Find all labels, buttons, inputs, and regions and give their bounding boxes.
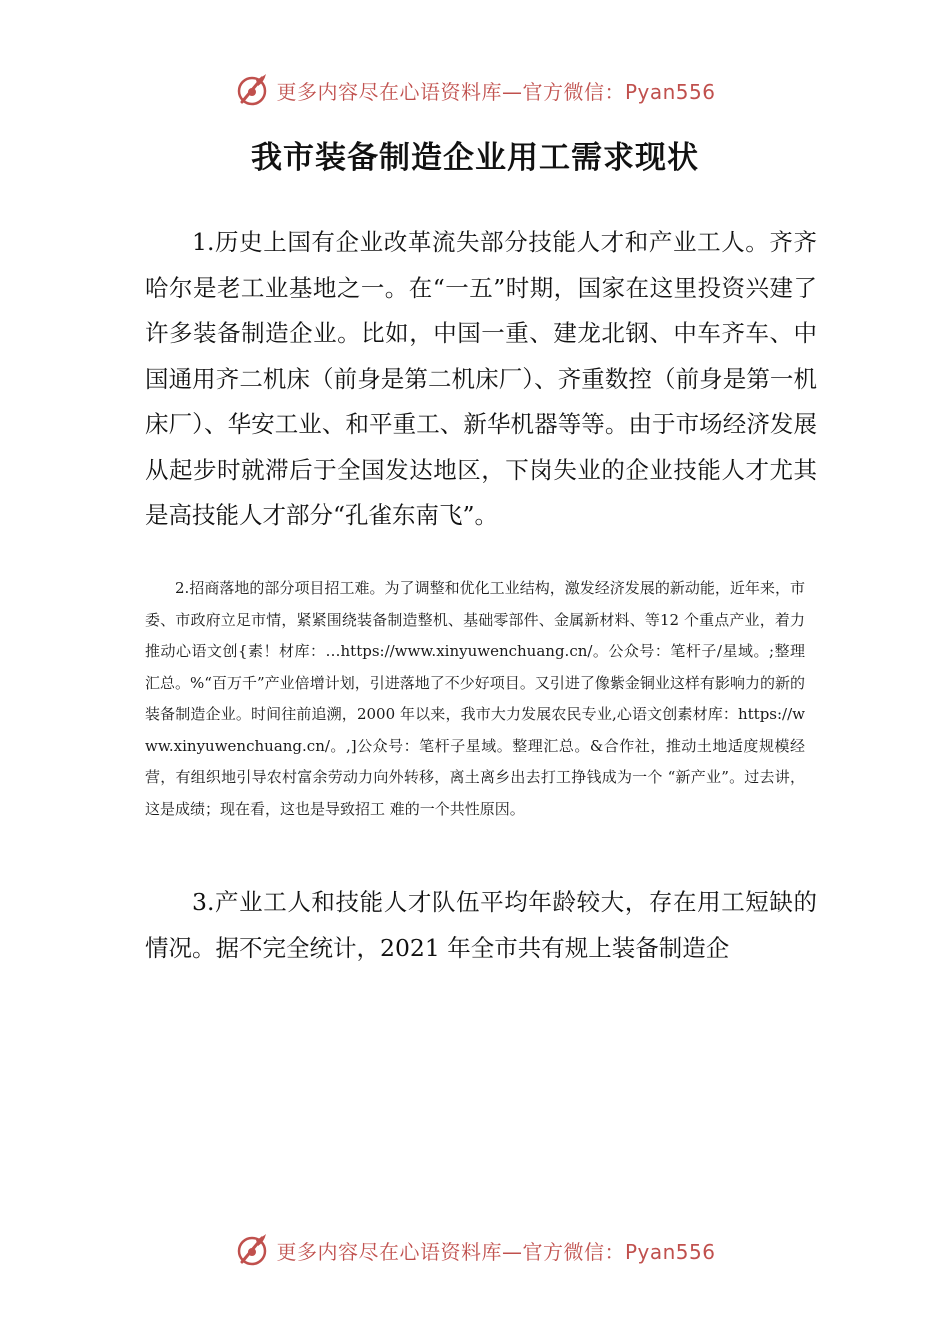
- paragraph-3: 3.产业工人和技能人才队伍平均年龄较大，存在用工短缺的情况。据不完全统计，2021 年全市共有规上装备制造企: [145, 888, 817, 962]
- footer-banner: [0, 1232, 950, 1268]
- quill-circle-logo-icon: [234, 1232, 270, 1268]
- page-title: 我市装备制造企业用工需求现状: [251, 140, 699, 176]
- paragraph-2: 2.招商落地的部分项目招工难。为了调整和优化工业结构，激发经济发展的新动能，近年来，市委、市政府立足市情，紧紧围绕装备制造整机、基础零部件、金属新材料、等12 个重点产业，着力推动心语文创{素！材库：…https://www.xinyuwenchuang.cn/。公众号：笔杆子/星域。;整理汇总。%“百万千”产业倍增计划，引进落地了不少好项目。又引进了像紫金铜业这样有影响力的新的装备制造企业。时间往前追溯，2000 年以来，我市大力发展农民专业,心语文创素材库：https://www.xinyuwenchuang.cn/。,]公众号：笔杆子星域。整理汇总。&合作社，推动土地适度规模经营，有组织地引导农村富余劳动力向外转移，离土离乡出去打工挣钱成为一个 “新产业”。过去讲，这是成绩；现在看，这也是导致招工 难的一个共性原因。: [145, 579, 805, 818]
- quill-circle-logo-icon: [234, 72, 270, 108]
- paragraph-1: 1.历史上国有企业改革流失部分技能人才和产业工人。齐齐哈尔是老工业基地之一。在“一五”时期，国家在这里投资兴建了许多装备制造企业。比如，中国一重、建龙北钢、中车齐车、中国通用齐二机床（前身是第二机床厂）、齐重数控（前身是第一机床厂）、华安工业、和平重工、新华机器等等。由于市场经济发展从起步时就滞后于全国发达地区，下岗失业的企业技能人才尤其是高技能人才部分“孔雀东南飞”。: [145, 228, 817, 529]
- header-banner: [0, 72, 950, 108]
- banner-text: 更多内容尽在心语资料库—官方微信：Pyan556: [276, 79, 716, 104]
- banner-text: 更多内容尽在心语资料库—官方微信：Pyan556: [276, 1239, 716, 1264]
